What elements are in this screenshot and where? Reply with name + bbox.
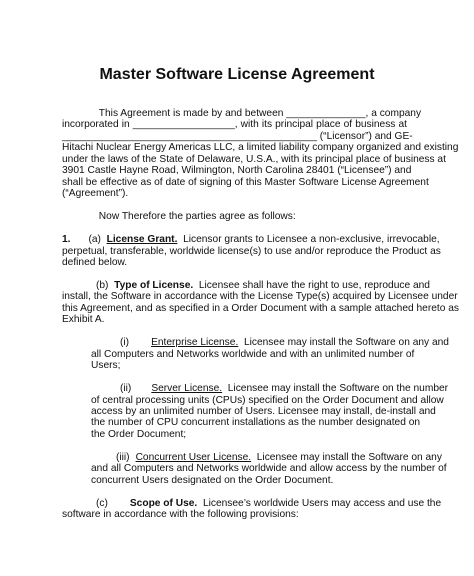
intro-line: (“Agreement”). <box>62 188 129 200</box>
license-type-name: Concurrent User License. <box>135 451 252 463</box>
section-line: Exhibit A. <box>62 314 105 326</box>
intro-line: 3901 Castle Hayne Road, Wilmington, North Carolina 28401 (“Licensee”) and <box>62 165 412 177</box>
license-type-first-line <box>91 383 449 395</box>
intro-line: shall be effective as of date of signing of this Master Software License Agreement <box>62 176 429 188</box>
license-type-line: the number of CPU concurrent installations as the number designated on <box>91 417 421 429</box>
license-type-line: and all Computers and Networks worldwide and allow access by the number of <box>91 463 447 475</box>
section-line: software in accordance with the following provisions: <box>62 509 299 521</box>
intro-line: This Agreement is made by and between ______________, a company <box>62 108 422 119</box>
license-type-text: Licensee may install the Software on any <box>256 451 442 463</box>
section-line: perpetual, transferable, worldwide license(s) to use and/or reproduce the Product as <box>62 245 441 257</box>
section-heading: License Grant. <box>106 234 178 246</box>
license-type-text: Licensee may install the Software on any and <box>243 337 449 349</box>
license-type-server <box>62 383 449 440</box>
intro-paragraph <box>62 108 459 200</box>
intro-line: Hitachi Nuclear Energy Americas LLC, a limited liability company organized and existing <box>62 142 459 154</box>
license-type-line: access by an unlimited number of Users. Licensee may install, de-install and <box>91 406 436 418</box>
agree-line: Now Therefore the parties agree as follows: <box>62 211 296 223</box>
section-1a-first-line <box>62 234 440 246</box>
license-type-first-line <box>91 337 449 349</box>
license-type-line: the Order Document; <box>91 428 187 440</box>
section-sub: (a) <box>88 234 101 246</box>
section-sub: (c) <box>96 497 108 509</box>
license-type-line: Users; <box>91 360 121 372</box>
section-heading: Type of License. <box>114 279 194 291</box>
section-number: 1. <box>62 234 71 246</box>
document-body <box>62 108 459 521</box>
section-1b-first-line <box>62 279 430 291</box>
section-text: Licensee shall have the right to use, reproduce and <box>198 279 430 291</box>
section-1b <box>62 279 459 326</box>
license-type-line: concurrent Users designated on the Order Document. <box>91 474 334 486</box>
intro-line: _____________________________________________ (“Licensor”) and GE- <box>62 130 413 142</box>
section-1c-first-line <box>62 497 442 509</box>
license-type-number: (ii) <box>120 383 132 395</box>
section-1a <box>62 234 441 268</box>
license-type-enterprise <box>62 337 449 372</box>
intro-line: incorporated in __________________, with its principal place of business at <box>62 119 407 131</box>
document-title: Master Software License Agreement <box>99 66 375 83</box>
section-1c <box>62 497 442 521</box>
license-type-text: Licensee may install the Software on the number <box>227 383 449 395</box>
license-type-line: all Computers and Networks worldwide and with an unlimited number of <box>91 348 415 360</box>
section-text: Licensee’s worldwide Users may access and use the <box>202 497 442 509</box>
license-type-number: (iii) <box>116 451 130 463</box>
license-type-name: Server License. <box>151 383 223 395</box>
agree-paragraph <box>62 211 407 222</box>
license-type-name: Enterprise License. <box>151 337 239 349</box>
section-sub: (b) <box>96 279 109 291</box>
license-type-line: of central processing units (CPUs) specified on the Order Document and allow <box>91 394 444 406</box>
section-line: defined below. <box>62 256 128 268</box>
license-type-number: (i) <box>120 337 130 349</box>
license-type-first-line <box>91 451 442 463</box>
section-line: this Agreement, and as specified in a Order Document with a sample attached hereto as <box>62 302 459 314</box>
section-heading: Scope of Use. <box>129 497 198 509</box>
intro-line: under the laws of the State of Delaware, U.S.A., with its principal place of business at <box>62 153 446 165</box>
section-line: install, the Software in accordance with the License Type(s) acquired by Licensee under <box>62 291 458 303</box>
license-type-concurrent <box>62 451 447 486</box>
section-text: Licensor grants to Licensee a non-exclusive, irrevocable, <box>183 234 440 246</box>
